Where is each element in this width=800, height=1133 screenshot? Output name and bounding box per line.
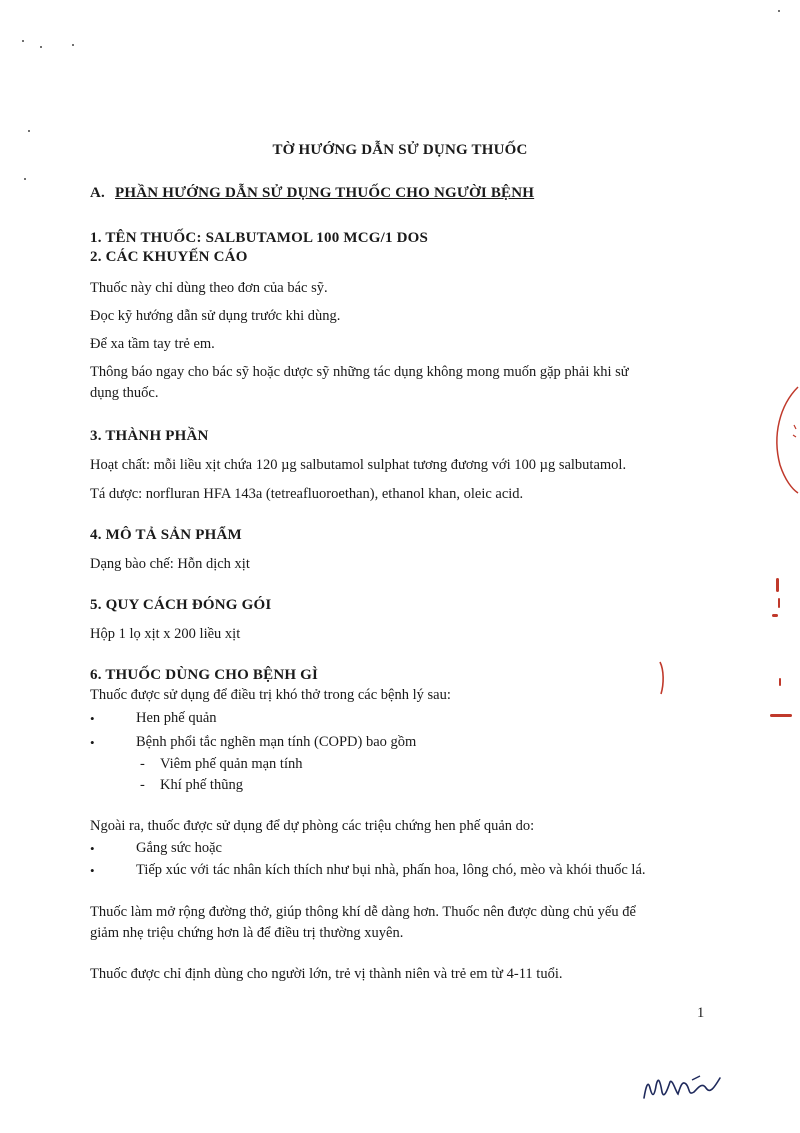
section-6-heading: 6. THUỐC DÙNG CHO BỆNH GÌ [90, 667, 319, 683]
stamp-mark [772, 614, 778, 617]
section-2-heading: 2. CÁC KHUYẾN CÁO [90, 249, 248, 265]
stamp-mark [779, 678, 781, 686]
warning-line: Đọc kỹ hướng dẫn sử dụng trước khi dùng. [90, 308, 341, 324]
indication-sub-item: Khí phế thũng [160, 777, 243, 793]
section-a-heading: PHẦN HƯỚNG DẪN SỬ DỤNG THUỐC CHO NGƯỜI BỆNH [115, 185, 535, 201]
scan-speck [22, 40, 24, 42]
warning-line: dụng thuốc. [90, 385, 159, 401]
stamp-mark [778, 598, 780, 608]
bullet-symbol: • [90, 841, 95, 856]
effect-paragraph-line: giảm nhẹ triệu chứng hơn là để điều trị thường xuyên. [90, 925, 404, 941]
stamp-edge-icon [760, 385, 800, 495]
scan-speck [778, 10, 780, 12]
section-a-prefix: A. [90, 185, 105, 201]
section-1-heading: 1. TÊN THUỐC: SALBUTAMOL 100 MCG/1 DOS [90, 230, 429, 246]
indication-intro: Thuốc được sử dụng để điều trị khó thở trong các bệnh lý sau: [90, 687, 451, 703]
indication-bullet: Bệnh phổi tắc nghẽn mạn tính (COPD) bao gồm [136, 734, 417, 750]
signature-icon [640, 1058, 730, 1108]
composition-line: Hoạt chất: mỗi liều xịt chứa 120 µg salbutamol sulphat tương đương với 100 µg salbutamol. [90, 457, 627, 473]
page-number: 1 [697, 1005, 705, 1021]
packaging-line: Hộp 1 lọ xịt x 200 liều xịt [90, 626, 241, 642]
section-5-heading: 5. QUY CÁCH ĐÓNG GÓI [90, 597, 272, 613]
red-pen-stroke-icon [656, 660, 668, 696]
prevention-intro: Ngoài ra, thuốc được sử dụng để dự phòng các triệu chứng hen phế quản do: [90, 818, 535, 834]
indication-bullet: Hen phế quản [136, 710, 217, 726]
effect-paragraph-line: Thuốc làm mở rộng đường thở, giúp thông khí dễ dàng hơn. Thuốc nên được dùng chủ yếu để [90, 904, 636, 920]
scan-speck [24, 178, 26, 180]
bullet-symbol: • [90, 735, 95, 750]
scan-speck [40, 46, 42, 48]
warning-line: Thuốc này chỉ dùng theo đơn của bác sỹ. [90, 280, 328, 296]
composition-line: Tá dược: norfluran HFA 143a (tetreafluoroethan), ethanol khan, oleic acid. [90, 486, 524, 502]
indication-age-paragraph: Thuốc được chỉ định dùng cho người lớn, trẻ vị thành niên và trẻ em từ 4-11 tuổi. [90, 966, 563, 982]
dash-symbol: - [140, 756, 145, 772]
warning-line: Thông báo ngay cho bác sỹ hoặc dược sỹ những tác dụng không mong muốn gặp phải khi sử [90, 364, 629, 380]
prevention-bullet: Gắng sức hoặc [136, 840, 222, 856]
scan-speck [28, 130, 30, 132]
prevention-bullet: Tiếp xúc với tác nhân kích thích như bụi nhà, phấn hoa, lông chó, mèo và khói thuốc lá. [136, 862, 646, 878]
stamp-mark [770, 714, 792, 717]
dosage-form-line: Dạng bào chế: Hỗn dịch xịt [90, 556, 250, 572]
bullet-symbol: • [90, 863, 95, 878]
bullet-symbol: • [90, 711, 95, 726]
indication-sub-item: Viêm phế quản mạn tính [160, 756, 303, 772]
section-4-heading: 4. MÔ TẢ SẢN PHẨM [90, 527, 242, 543]
document-title: TỜ HƯỚNG DẪN SỬ DỤNG THUỐC [272, 142, 528, 158]
warning-line: Để xa tầm tay trẻ em. [90, 336, 215, 352]
section-3-heading: 3. THÀNH PHẦN [90, 428, 209, 444]
scan-speck [72, 44, 74, 46]
dash-symbol: - [140, 777, 145, 793]
stamp-mark [776, 578, 779, 592]
